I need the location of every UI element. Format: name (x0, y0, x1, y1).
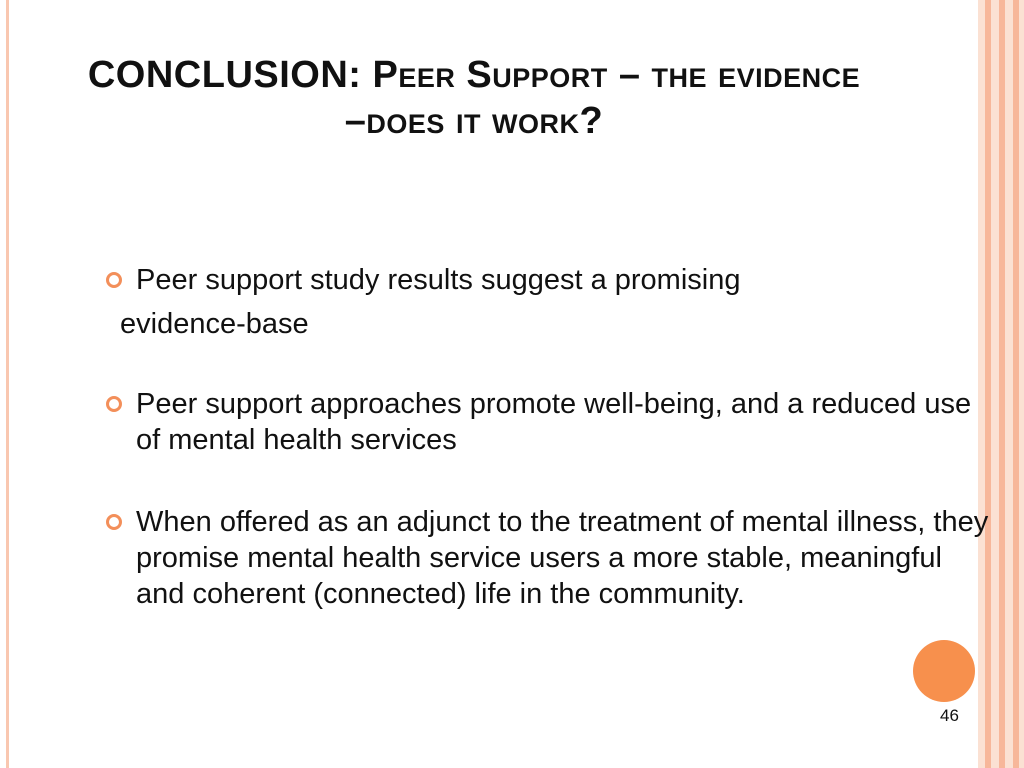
bullet-continuation: evidence-base (120, 308, 309, 340)
bullet-item (104, 504, 994, 612)
bullet-circle-icon (106, 396, 122, 412)
page-number: 46 (940, 706, 959, 725)
left-border-line (6, 0, 9, 768)
slide-title (14, 52, 934, 144)
bullet-text: When offered as an adjunct to the treatment of mental illness, they promise mental health service users a more stable, meaningful and coherent (connected) life in the community. (136, 506, 989, 610)
decorative-circle (913, 640, 975, 702)
right-border-stripe (999, 0, 1005, 768)
slide-title-line-1: CONCLUSION: Peer Support – the evidence (87, 54, 861, 96)
bullet-text: Peer support study results suggest a promising (136, 264, 741, 296)
bullet-circle-icon (106, 272, 122, 288)
bullet-circle-icon (106, 514, 122, 530)
bullet-list (104, 262, 994, 612)
bullet-item (104, 386, 994, 458)
slide-title-line-2: –does it work? (344, 100, 604, 142)
bullet-text: Peer support approaches promote well-being, and a reduced use of mental health services (136, 388, 972, 456)
bullet-item (104, 262, 994, 298)
right-border-stripe (1013, 0, 1019, 768)
